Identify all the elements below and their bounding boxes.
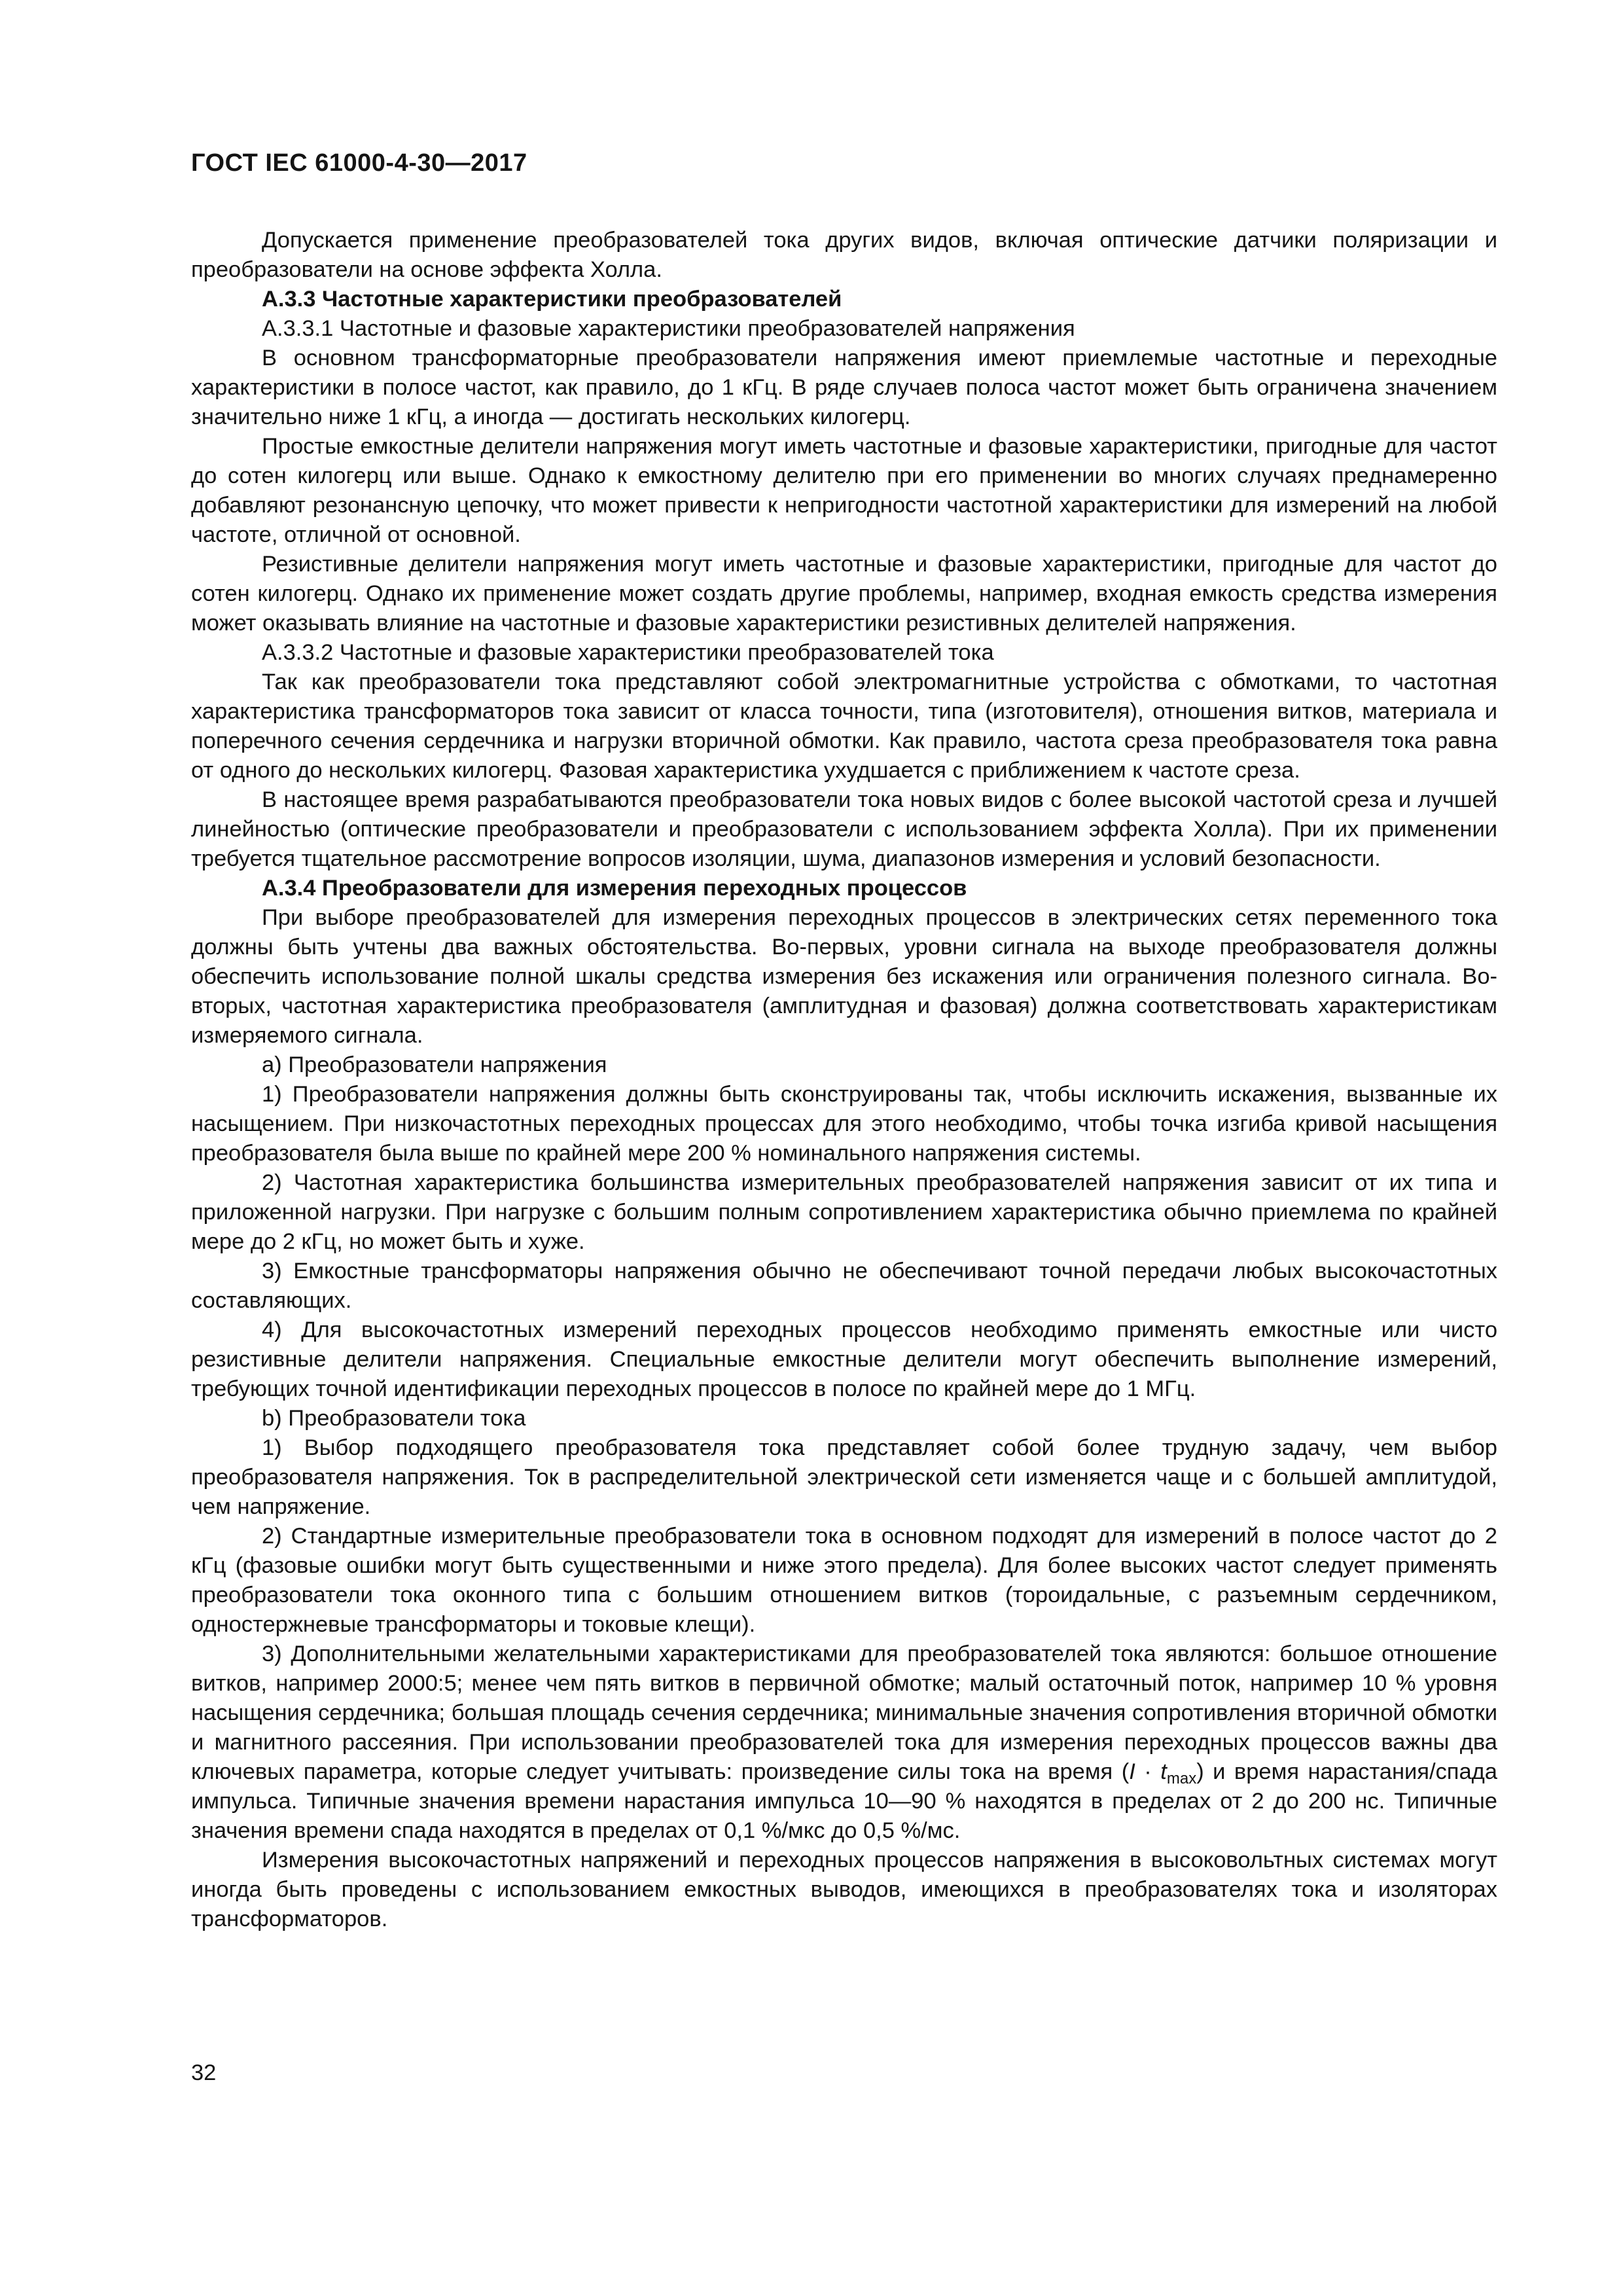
list-item-voltage-1: 1) Преобразователи напряжения должны быть сконструированы так, чтобы исключить искажения, вызванные их насыщением. При низкочастотных переходных процессах для этого необходимо, чтобы точка изгиба кривой насыщения преобразователя была выше по крайней мере 200 % номинального напряжения системы. bbox=[191, 1082, 1497, 1166]
document-body bbox=[191, 226, 1497, 1934]
list-item-current-3-text-a: 3) Дополнительными желательными характеристиками для преобразователей тока являются: большое отношение витков, например 2000:5; менее чем пять витков в первичной обмотке; малый остаточный поток, например 10 % уровня насыщения сердечника; большая площадь сечения сердечника; минимальные значения сопротивления вторичной обмотки и магнитного рассеяния. При использовании преобразователей тока для измерения переходных процессов важны два ключевых параметра, которые следует учитывать: произведение силы тока на время ( bbox=[191, 1641, 1497, 1784]
section-heading-a33: А.3.3 Частотные характеристики преобразователей bbox=[262, 287, 842, 312]
section-heading-a34: А.3.4 Преобразователи для измерения переходных процессов bbox=[262, 876, 967, 901]
multiplication-dot: · bbox=[1135, 1759, 1161, 1784]
variable-current-i: I bbox=[1129, 1759, 1135, 1784]
paragraph-current-transformers: Так как преобразователи тока представляют собой электромагнитные устройства с обмотками, то частотная характеристика трансформаторов тока зависит от класса точности, типа (изготовителя), отношения витков, материала и поперечного сечения сердечника и нагрузки вторичной обмотки. Как правило, частота среза преобразователя тока равна от одного до нескольких килогерц. Фазовая характеристика ухудшается с приближением к частоте среза. bbox=[191, 670, 1497, 783]
list-item-current-1: 1) Выбор подходящего преобразователя тока представляет собой более трудную задачу, чем выбор преобразователя напряжения. Ток в распределительной электрической сети изменяется чаще и с большей амплитудой, чем напряжение. bbox=[191, 1435, 1497, 1519]
list-item-current-3 bbox=[191, 1640, 1497, 1846]
list-item-voltage-4: 4) Для высокочастотных измерений переходных процессов необходимо применять емкостные или чисто резистивные делители напряжения. Специальные емкостные делители могут обеспечить выполнение измерений, требующих точной идентификации переходных процессов в полосе по крайней мере до 1 МГц. bbox=[191, 1318, 1497, 1401]
paragraph-high-voltage-measurements: Измерения высокочастотных напряжений и переходных процессов напряжения в высоковольтных системах могут иногда быть проведены с использованием емкостных выводов, имеющихся в преобразователях тока и изоляторах трансформаторов. bbox=[191, 1848, 1497, 1931]
variable-time-t: t bbox=[1160, 1759, 1167, 1784]
list-item-current-2: 2) Стандартные измерительные преобразователи тока в основном подходят для измерений в полосе частот до 2 кГц (фазовые ошибки могут быть существенными и ниже этого предела). Для более высоких частот следует применять преобразователи тока оконного типа с большим отношением витков (тороидальные, с разъемным сердечником, одностержневые трансформаторы и токовые клещи). bbox=[191, 1524, 1497, 1637]
list-item-voltage-3: 3) Емкостные трансформаторы напряжения обычно не обеспечивают точной передачи любых высокочастотных составляющих. bbox=[191, 1259, 1497, 1313]
paragraph-converters-other-types: Допускается применение преобразователей тока других видов, включая оптические датчики поляризации и преобразователи на основе эффекта Холла. bbox=[191, 228, 1497, 282]
document-header-title: ГОСТ IEC 61000-4-30—2017 bbox=[191, 149, 527, 177]
list-heading-voltage-converters: a) Преобразователи напряжения bbox=[262, 1052, 607, 1077]
paragraph-new-current-converters: В настоящее время разрабатываются преобразователи тока новых видов с более высокой частотой среза и лучшей линейностью (оптические преобразователи и преобразователи с использованием эффекта Холла). При их применении требуется тщательное рассмотрение вопросов изоляции, шума, диапазонов измерения и условий безопасности. bbox=[191, 787, 1497, 871]
list-heading-current-converters: b) Преобразователи тока bbox=[262, 1406, 526, 1431]
paragraph-transient-selection: При выборе преобразователей для измерения переходных процессов в электрических сетях переменного тока должны быть учтены два важных обстоятельства. Во-первых, уровни сигнала на выходе преобразователя должны обеспечить использование полной шкалы средства измерения без искажения или ограничения полезного сигнала. Во-вторых, частотная характеристика преобразователя (амплитудная и фазовая) должна соответствовать характеристикам измеряемого сигнала. bbox=[191, 905, 1497, 1048]
subsection-heading-a332: А.3.3.2 Частотные и фазовые характеристики преобразователей тока bbox=[262, 640, 994, 665]
list-item-voltage-2: 2) Частотная характеристика большинства измерительных преобразователей напряжения зависит от их типа и приложенной нагрузки. При нагрузке с большим полным сопротивлением характеристика обычно приемлема по крайней мере до 2 кГц, но может быть и хуже. bbox=[191, 1170, 1497, 1254]
paragraph-resistive-dividers: Резистивные делители напряжения могут иметь частотные и фазовые характеристики, пригодные для частот до сотен килогерц. Однако их применение может создать другие проблемы, например, входная емкость средства измерения может оказывать влияние на частотные и фазовые характеристики резистивных делителей напряжения. bbox=[191, 552, 1497, 636]
subsection-heading-a331: А.3.3.1 Частотные и фазовые характеристики преобразователей напряжения bbox=[262, 316, 1075, 341]
list-item-current-3-text-b: ) и время нарастания/спада импульса. Типичные значения времени нарастания импульса 10—90 % находятся в пределах от 2 до 200 нс. Типичные значения времени спада находятся в пределах от 0,1 %/мкс до 0,5 %/мс. bbox=[191, 1759, 1497, 1843]
page-number: 32 bbox=[191, 2060, 217, 2085]
paragraph-voltage-transformers: В основном трансформаторные преобразователи напряжения имеют приемлемые частотные и переходные характеристики в полосе частот, как правило, до 1 кГц. В ряде случаев полоса частот может быть ограничена значением значительно ниже 1 кГц, а иногда — достигать нескольких килогерц. bbox=[191, 346, 1497, 429]
subscript-max: max bbox=[1166, 1770, 1197, 1787]
paragraph-capacitive-dividers: Простые емкостные делители напряжения могут иметь частотные и фазовые характеристики, пригодные для частот до сотен килогерц или выше. Однако к емкостному делителю при его применении во многих случаях преднамеренно добавляют резонансную цепочку, что может привести к непригодности частотной характеристики для измерений на любой частоте, отличной от основной. bbox=[191, 434, 1497, 547]
